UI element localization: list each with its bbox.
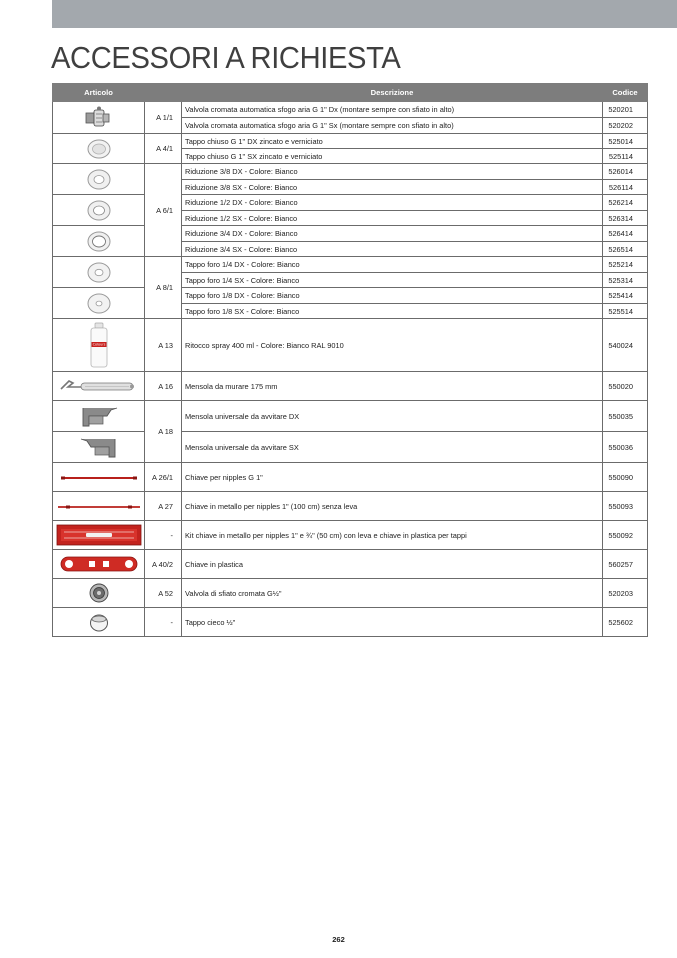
table-row — [53, 164, 648, 180]
bleed-valve-icon — [88, 582, 110, 604]
codice-cell: 525602 — [603, 608, 648, 637]
table-row — [53, 579, 648, 608]
descrizione-cell: Tappo foro 1/8 SX - Colore: Bianco — [182, 304, 603, 319]
table-row — [53, 102, 648, 118]
descrizione-cell: Tappo chiuso G 1" DX zincato e verniciato — [182, 134, 603, 149]
table-row — [53, 492, 648, 521]
descrizione-cell: Tappo chiuso G 1" SX zincato e verniciato — [182, 149, 603, 164]
codice-cell: 550036 — [603, 432, 648, 463]
product-image-cell — [53, 372, 145, 401]
codice-cell: 520201 — [603, 102, 648, 118]
descrizione-cell: Chiave per nipples G 1" — [182, 463, 603, 492]
codice-cell: 525114 — [603, 149, 648, 164]
closed-cap-icon — [84, 136, 114, 162]
product-image-cell — [53, 463, 145, 492]
page-number: 262 — [332, 935, 345, 944]
descrizione-cell: Tappo foro 1/4 SX - Colore: Bianco — [182, 273, 603, 288]
descrizione-cell: Chiave in plastica — [182, 550, 603, 579]
reducer-icon — [84, 197, 114, 224]
descrizione-cell: Mensola da murare 175 mm — [182, 372, 603, 401]
product-image-cell — [53, 102, 145, 134]
descrizione-cell: Mensola universale da avvitare SX — [182, 432, 603, 463]
articolo-cell: - — [145, 521, 182, 550]
product-image-cell — [53, 579, 145, 608]
codice-cell: 550020 — [603, 372, 648, 401]
table-row — [53, 288, 648, 304]
product-image-cell — [53, 319, 145, 372]
page-title: ACCESSORI A RICHIESTA — [51, 40, 401, 75]
table-row — [53, 432, 648, 463]
descrizione-cell: Tappo foro 1/8 DX - Colore: Bianco — [182, 288, 603, 304]
articolo-cell: A 52 — [145, 579, 182, 608]
descrizione-cell: Tappo cieco ½" — [182, 608, 603, 637]
codice-cell: 525314 — [603, 273, 648, 288]
codice-cell: 550093 — [603, 492, 648, 521]
screw-bracket-sx-icon — [77, 435, 121, 459]
table-row — [53, 372, 648, 401]
codice-cell: 560257 — [603, 550, 648, 579]
descrizione-cell: Riduzione 3/4 DX - Colore: Bianco — [182, 226, 603, 242]
table-row — [53, 226, 648, 242]
column-header-codice: Codice — [603, 84, 648, 102]
accessories-table — [52, 83, 648, 637]
codice-cell: 526414 — [603, 226, 648, 242]
table-row — [53, 257, 648, 273]
codice-cell: 550092 — [603, 521, 648, 550]
descrizione-cell: Mensola universale da avvitare DX — [182, 401, 603, 432]
hole-cap-icon — [84, 259, 114, 286]
codice-cell: 525414 — [603, 288, 648, 304]
descrizione-cell: Riduzione 1/2 SX - Colore: Bianco — [182, 211, 603, 226]
table-header-row — [53, 84, 648, 102]
descrizione-cell: Chiave in metallo per nipples 1" (100 cm) senza leva — [182, 492, 603, 521]
descrizione-cell: Riduzione 3/4 SX - Colore: Bianco — [182, 242, 603, 257]
codice-cell: 526214 — [603, 195, 648, 211]
table-row — [53, 521, 648, 550]
codice-cell: 526014 — [603, 164, 648, 180]
header-band — [52, 0, 677, 28]
table-row — [53, 401, 648, 432]
product-image-cell — [53, 134, 145, 164]
descrizione-cell: Ritocco spray 400 ml - Colore: Bianco RAL 9010 — [182, 319, 603, 372]
articolo-cell: A 4/1 — [145, 134, 182, 164]
articolo-cell: A 13 — [145, 319, 182, 372]
articolo-cell: A 18 — [145, 401, 182, 463]
codice-cell: 520202 — [603, 118, 648, 134]
codice-cell: 550035 — [603, 401, 648, 432]
descrizione-cell: Tappo foro 1/4 DX - Colore: Bianco — [182, 257, 603, 273]
product-image-cell — [53, 432, 145, 463]
descrizione-cell: Valvola di sfiato cromata G½" — [182, 579, 603, 608]
articolo-cell: A 40/2 — [145, 550, 182, 579]
articolo-cell: A 6/1 — [145, 164, 182, 257]
table-row — [53, 463, 648, 492]
hole-cap-icon — [84, 290, 114, 317]
articolo-cell: A 27 — [145, 492, 182, 521]
product-image-cell — [53, 288, 145, 319]
blind-cap-icon — [88, 611, 110, 633]
table-row — [53, 608, 648, 637]
table-row — [53, 550, 648, 579]
articolo-cell: A 1/1 — [145, 102, 182, 134]
table-row — [53, 134, 648, 149]
descrizione-cell: Riduzione 3/8 SX - Colore: Bianco — [182, 180, 603, 195]
descrizione-cell: Riduzione 3/8 DX - Colore: Bianco — [182, 164, 603, 180]
product-image-cell — [53, 492, 145, 521]
table-row — [53, 195, 648, 211]
plastic-key-icon — [59, 554, 139, 574]
table-row — [53, 319, 648, 372]
column-header-articolo: Articolo — [53, 84, 145, 102]
descrizione-cell: Valvola cromata automatica sfogo aria G 1" Sx (montare sempre con sfiato in alto) — [182, 118, 603, 134]
articolo-cell: A 16 — [145, 372, 182, 401]
codice-cell: 520203 — [603, 579, 648, 608]
codice-cell: 525514 — [603, 304, 648, 319]
descrizione-cell: Valvola cromata automatica sfogo aria G 1" Dx (montare sempre con sfiato in alto) — [182, 102, 603, 118]
product-image-cell — [53, 401, 145, 432]
column-header-descrizione: Descrizione — [182, 84, 603, 102]
codice-cell: 526514 — [603, 242, 648, 257]
codice-cell: 525214 — [603, 257, 648, 273]
articolo-cell: - — [145, 608, 182, 637]
codice-cell: 550090 — [603, 463, 648, 492]
product-image-cell — [53, 550, 145, 579]
articolo-cell: A 26/1 — [145, 463, 182, 492]
spray-can-label: Colours — [92, 342, 105, 347]
air-valve-icon — [82, 105, 116, 131]
product-image-cell — [53, 257, 145, 288]
reducer-icon — [84, 166, 114, 193]
nipple-key-icon — [59, 474, 139, 482]
reducer-icon — [84, 228, 114, 255]
screw-bracket-dx-icon — [77, 404, 121, 428]
product-image-cell — [53, 608, 145, 637]
codice-cell: 526114 — [603, 180, 648, 195]
codice-cell: 540024 — [603, 319, 648, 372]
descrizione-cell: Riduzione 1/2 DX - Colore: Bianco — [182, 195, 603, 211]
product-image-cell — [53, 195, 145, 226]
articolo-cell: A 8/1 — [145, 257, 182, 319]
descrizione-cell: Kit chiave in metallo per nipples 1" e ¾" (50 cm) con leva e chiave in plastica per tappi — [182, 521, 603, 550]
wall-bracket-icon — [59, 378, 139, 394]
column-header-spacer — [145, 84, 182, 102]
key-kit-icon — [56, 524, 142, 546]
metal-nipple-key-icon — [56, 503, 142, 511]
spray-can-icon — [88, 322, 110, 368]
product-image-cell — [53, 226, 145, 257]
product-image-cell — [53, 521, 145, 550]
codice-cell: 525014 — [603, 134, 648, 149]
product-image-cell — [53, 164, 145, 195]
codice-cell: 526314 — [603, 211, 648, 226]
